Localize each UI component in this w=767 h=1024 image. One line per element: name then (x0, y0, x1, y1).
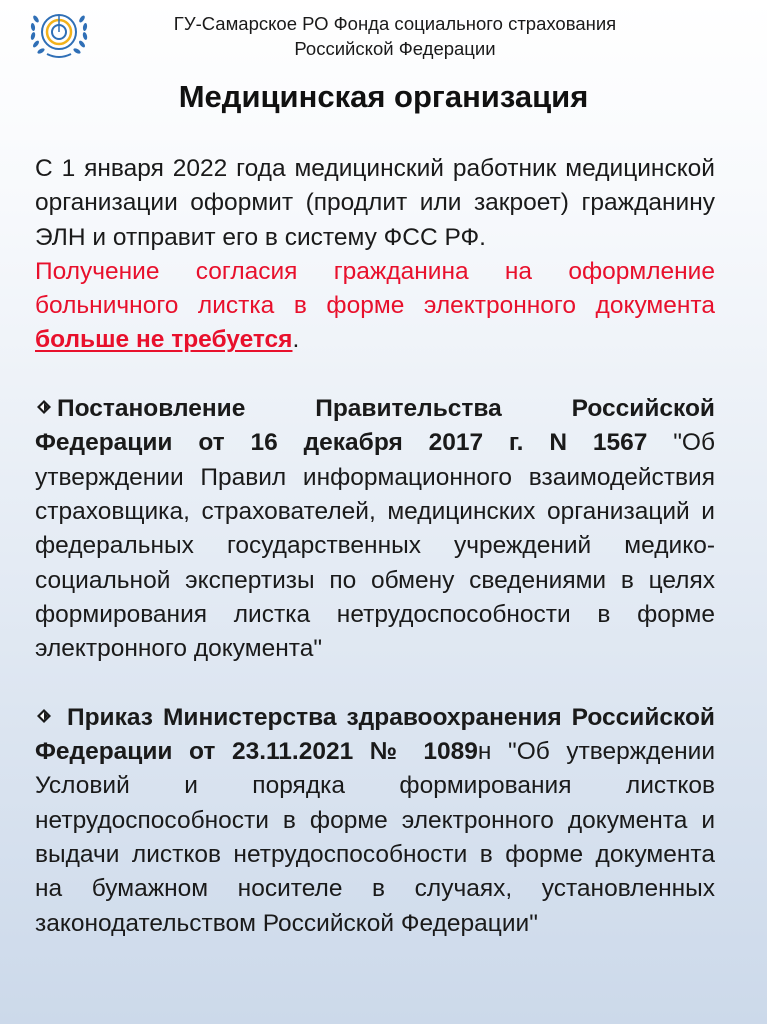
consent-emphasis: больше не требуется (35, 326, 293, 354)
org-name (100, 11, 690, 61)
org-name-line-2: Российской Федерации (294, 38, 496, 59)
act-2-text: н "Об утверждении Условий и порядка формирования листков нетрудоспособности в форме электронного документа и выдачи листков нетрудоспособности в форме документа на бумажном носителе в случаях, установленных законодательством Российской Федерации" (35, 738, 716, 937)
act-1-text: "Об утверждении Правил информационного взаимодействия страховщика, страхователей, медицинских организаций и федеральных государственных учреждений медико-социальной экспертизы по обмену сведениями в целях формирования листка нетрудоспособности в форме электронного документа" (35, 429, 716, 663)
act-paragraph-2 (35, 701, 715, 941)
consent-tail: . (292, 326, 300, 354)
consent-text: Получение согласия гражданина на оформление больничного листка в форме электронного документа (35, 257, 715, 320)
page-title: Медицинская организация (178, 79, 589, 114)
header (0, 0, 767, 70)
org-name-line-1: ГУ-Самарское РО Фонда социального страхования (173, 13, 617, 34)
document-body (35, 152, 715, 941)
fss-emblem-icon (27, 4, 91, 62)
diamond-bullet-icon (35, 399, 55, 415)
act-1-title: Постановление Правительства Российской Федерации от 16 декабря 2017 г. N 1567 (35, 395, 715, 457)
diamond-bullet-icon (35, 708, 55, 724)
spacer (35, 358, 715, 392)
consent-paragraph (35, 255, 715, 358)
act-2-title: Приказ Министерства здравоохранения Российской Федерации от 23.11.2021 № 1089 (35, 703, 715, 766)
spacer (35, 666, 715, 700)
intro-paragraph: С 1 января 2022 года медицинский работник медицинской организации оформит (продлит или закроет) гражданину ЭЛН и отправит его в систему ФСС РФ. (35, 155, 715, 251)
act-paragraph-1 (35, 392, 715, 666)
